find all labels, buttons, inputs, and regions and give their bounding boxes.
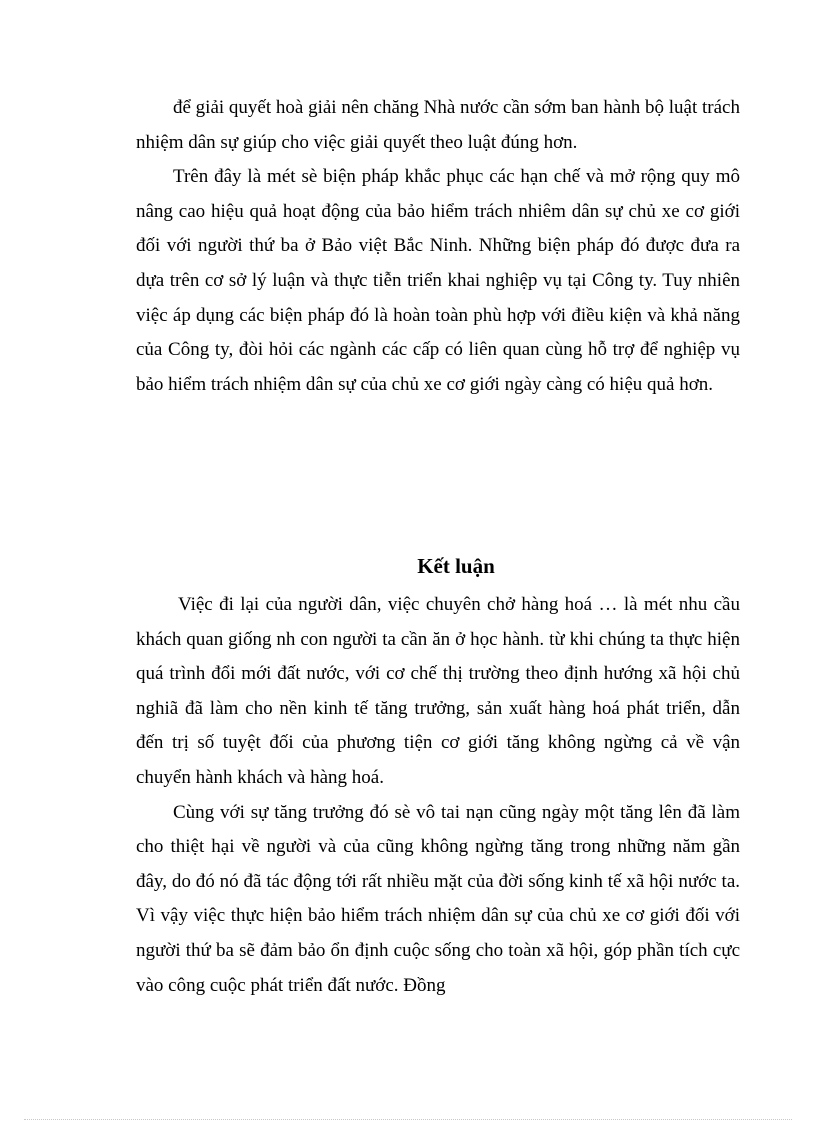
page-bottom-divider xyxy=(24,1119,792,1120)
paragraph-continuation: để giải quyết hoà giải nên chăng Nhà nước cần sớm ban hành bộ luật trách nhiệm dân sự giúp cho việc giải quyết theo luật đúng hơn. xyxy=(136,97,740,153)
body-text-top xyxy=(136,91,740,402)
paragraph-conclusion-2: Cùng với sự tăng trưởng đó sè vô tai nạn cũng ngày một tăng lên đã làm cho thiệt hại về người và của cũng không ngừng tăng trong những năm gần đây, do đó nó đã tác động tới rất nhiều mặt của đời sống kinh tế xã hội nước ta. Vì vậy việc thực hiện bảo hiểm trách nhiệm dân sự của chủ xe cơ giới đối với người thứ ba sẽ đảm bảo ổn định cuộc sống cho toàn xã hội, góp phần tích cực vào công cuộc phát triển đất nước. Đồng xyxy=(136,801,740,996)
paragraph-measures-summary: Trên đây là mét sè biện pháp khắc phục các hạn chế và mở rộng quy mô nâng cao hiệu quả hoạt động của bảo hiểm trách nhiêm dân sự chủ xe cơ giới đối với người thứ ba ở Bảo việt Bắc Ninh. Những biện pháp đó được đưa ra dựa trên cơ sở lý luận và thực tiễn triển khai nghiệp vụ tại Công ty. Tuy nhiên việc áp dụng các biện pháp đó là hoàn toàn phù hợp với điều kiện và khả năng của Công ty, đòi hỏi các ngành các cấp có liên quan cùng hỗ trợ để nghiệp vụ bảo hiểm trách nhiệm dân sự của chủ xe cơ giới ngày càng có hiệu quả hơn. xyxy=(136,166,740,395)
paragraph-conclusion-1: Việc đi lại của người dân, việc chuyên chở hàng hoá … là mét nhu cầu khách quan giống nh con người ta cần ăn ở học hành. từ khi chúng ta thực hiện quá trình đổi mới đất nước, với cơ chế thị trường theo định hướng xã hội chủ nghiã đã làm cho nền kinh tế tăng trưởng, sản xuất hàng hoá phát triển, dẫn đến trị số tuyệt đối của phương tiện cơ giới tăng không ngừng cả về vận chuyển hành khách và hàng hoá. xyxy=(136,594,740,788)
body-text-conclusion xyxy=(136,588,740,1003)
section-heading-conclusion: Kết luận xyxy=(417,554,495,578)
